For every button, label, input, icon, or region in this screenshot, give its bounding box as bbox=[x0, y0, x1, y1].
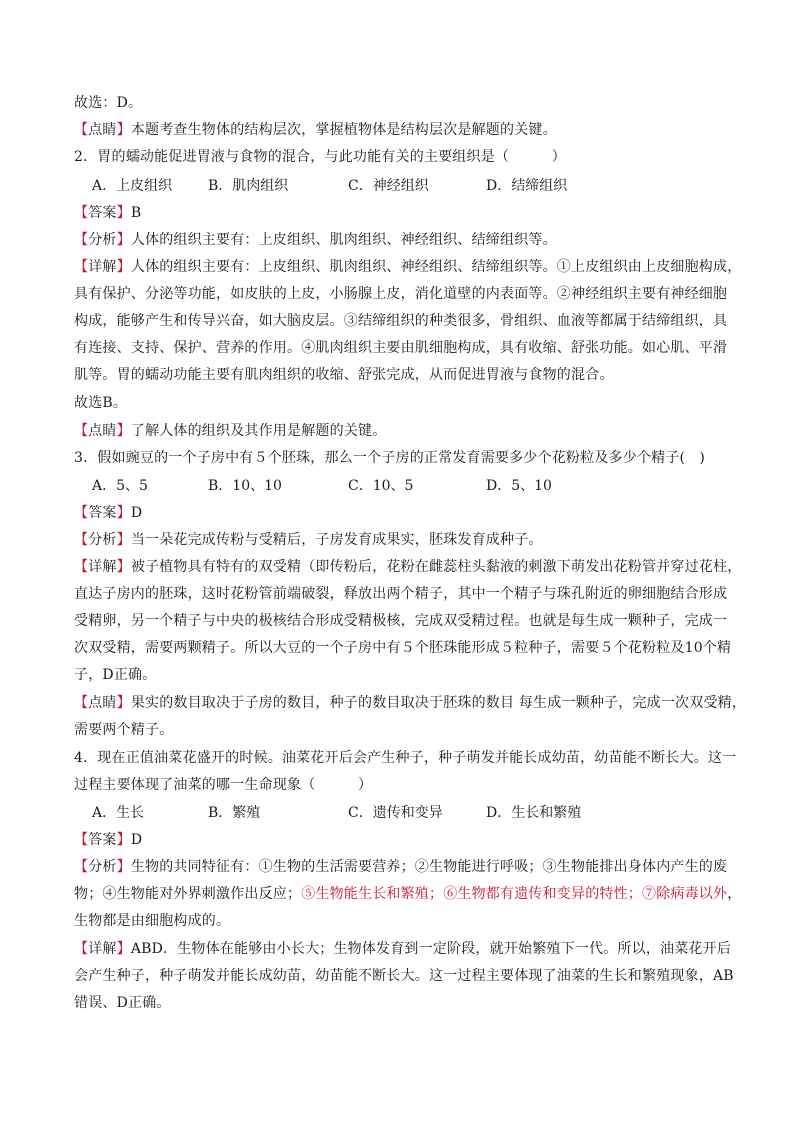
key-point-label: 点睛 bbox=[88, 122, 117, 138]
answer-value: B bbox=[130, 205, 142, 221]
q2-detail-3: 构成，能够产生和传导兴奋，如大脑皮层。③结缔组织的种类很多，骨组织、血液等都属于结缔组织，具 bbox=[74, 313, 728, 329]
q2-key-point bbox=[74, 421, 386, 441]
bracket-left: 【 bbox=[74, 122, 89, 138]
analysis-text-red: ⑤生物能生长和繁殖；⑥生物都有遗传和变异的特性；⑦除病毒以外 bbox=[301, 886, 728, 902]
q3-option-c: C．10、5 bbox=[348, 478, 414, 494]
answer-value: D bbox=[130, 505, 143, 521]
question-3: 3．假如豌豆的一个子房中有５个胚珠，那么一个子房的正常发育需要多少个花粉粒及多少个精子( ) bbox=[74, 450, 706, 466]
bracket-left: 【 bbox=[74, 941, 89, 957]
bracket-right: 】 bbox=[116, 122, 131, 138]
bracket-right: 】 bbox=[116, 532, 131, 548]
bracket-right: 】 bbox=[116, 859, 131, 875]
q3-detail-4: 次双受精，需要两颗精子。所以大豆的一个子房中有５个胚珠能形成５粒种子，需要５个花粉粒及10个精 bbox=[74, 640, 732, 656]
q4-option-b: B．繁殖 bbox=[208, 805, 261, 821]
q4-option-c: C．遗传和变异 bbox=[348, 805, 443, 821]
bracket-right: 】 bbox=[116, 423, 131, 439]
q4-detail-3: 错误、D正确。 bbox=[74, 995, 171, 1011]
analysis-label: 分析 bbox=[88, 532, 117, 548]
q3-detail-5: 子，D正确。 bbox=[74, 667, 157, 683]
q3-key-point-1 bbox=[74, 693, 746, 713]
detail-text: 人体的组织主要有：上皮组织、肌肉组织、神经组织、结缔组织等。①上皮组织由上皮细胞构成， bbox=[130, 259, 742, 275]
q4-option-a: A．生长 bbox=[92, 805, 145, 821]
key-point-text: 果实的数目取决于子房的数目，种子的数目取决于胚珠的数目 每生成一颗种子，完成一次双受精， bbox=[130, 695, 747, 711]
detail-text: 被子植物具有特有的双受精（即传粉后，花粉在雌蕊柱头黏液的刺激下萌发出花粉管并穿过花柱， bbox=[130, 559, 742, 575]
q2-analysis bbox=[74, 230, 557, 250]
q2-detail-1 bbox=[74, 257, 741, 277]
bracket-left: 【 bbox=[74, 259, 89, 275]
q4-analysis-3: 生物都是由细胞构成的。 bbox=[74, 913, 231, 929]
answer-label: 答案 bbox=[88, 205, 117, 221]
q3-detail-2: 直达子房内的胚珠，这时花粉管前端破裂，释放出两个精子，其中一个精子与珠孔附近的卵细胞结合形成 bbox=[74, 586, 728, 602]
q2-choice: 故选B。 bbox=[74, 395, 128, 411]
q4-option-d: D．生长和繁殖 bbox=[486, 805, 582, 821]
q2-answer bbox=[74, 203, 141, 223]
bracket-right: 】 bbox=[116, 559, 131, 575]
analysis-text: 人体的组织主要有：上皮组织、肌肉组织、神经组织、结缔组织等。 bbox=[130, 232, 557, 248]
q2-detail-2: 具有保护、分泌等功能，如皮肤的上皮，小肠腺上皮，消化道壁的内表面等。②神经组织主要有神经细胞 bbox=[74, 286, 728, 302]
question-4-line-1: 4．现在正值油菜花盛开的时候。油菜花开后会产生种子，种子萌发并能长成幼苗，幼苗能不断长大。这一 bbox=[74, 750, 737, 766]
analysis-label: 分析 bbox=[88, 859, 117, 875]
key-point-text: 了解人体的组织及其作用是解题的关键。 bbox=[130, 423, 387, 439]
bracket-left: 【 bbox=[74, 695, 89, 711]
q4-detail-1 bbox=[74, 939, 731, 959]
question-4-line-2: 过程主要体现了油菜的哪一生命现象（ ） bbox=[74, 777, 373, 793]
bracket-left: 【 bbox=[74, 423, 89, 439]
bracket-right: 】 bbox=[116, 205, 131, 221]
q2-detail-4: 有连接、支持、保护、营养的作用。④肌肉组织主要由肌细胞构成，具有收缩、舒张功能。如心肌、平滑 bbox=[74, 340, 728, 356]
analysis-text: 当一朵花完成传粉与受精后，子房发育成果实，胚珠发育成种子。 bbox=[130, 532, 543, 548]
analysis-text: 生物的共同特征有：①生物的生活需要营养；②生物能进行呼吸；③生物能排出身体内产生的废 bbox=[130, 859, 728, 875]
key-point-paragraph bbox=[74, 120, 557, 140]
q4-analysis-2 bbox=[74, 884, 741, 904]
key-point-text: 本题考查生物体的结构层次，掌握植物体是结构层次是解题的关键。 bbox=[130, 122, 557, 138]
choice-statement: 故选：D。 bbox=[74, 95, 143, 111]
answer-value: D bbox=[130, 832, 143, 848]
q3-key-point-2: 需要两个精子。 bbox=[74, 722, 174, 738]
q2-option-c: C．神经组织 bbox=[348, 178, 429, 194]
bracket-right: 】 bbox=[116, 695, 131, 711]
bracket-right: 】 bbox=[116, 505, 131, 521]
q2-option-b: B．肌肉组织 bbox=[208, 178, 289, 194]
q3-answer bbox=[74, 503, 142, 523]
q4-answer bbox=[74, 830, 142, 850]
q3-analysis bbox=[74, 530, 543, 550]
bracket-left: 【 bbox=[74, 559, 89, 575]
key-point-label: 点睛 bbox=[88, 695, 117, 711]
answer-label: 答案 bbox=[88, 832, 117, 848]
bracket-left: 【 bbox=[74, 205, 89, 221]
detail-text: ABD．生物体在能够由小长大；生物体发育到一定阶段，就开始繁殖下一代。所以，油菜花开后 bbox=[130, 941, 732, 957]
q3-detail-1 bbox=[74, 557, 741, 577]
bracket-left: 【 bbox=[74, 832, 89, 848]
q3-option-a: A．5、5 bbox=[92, 478, 148, 494]
bracket-left: 【 bbox=[74, 505, 89, 521]
question-2: 2．胃的蠕动能促进胃液与食物的混合，与此功能有关的主要组织是（ ） bbox=[74, 149, 566, 165]
bracket-right: 】 bbox=[116, 832, 131, 848]
bracket-left: 【 bbox=[74, 859, 89, 875]
q4-analysis-1 bbox=[74, 857, 727, 877]
detail-label: 详解 bbox=[88, 941, 117, 957]
bracket-right: 】 bbox=[116, 941, 131, 957]
detail-label: 详解 bbox=[88, 259, 117, 275]
bracket-left: 【 bbox=[74, 532, 89, 548]
q3-option-d: D．5、10 bbox=[486, 478, 552, 494]
q4-detail-2: 会产生种子，种子萌发并能长成幼苗，幼苗能不断长大。这一过程主要体现了油菜的生长和繁殖现象，AB bbox=[74, 968, 734, 984]
q3-option-b: B．10、10 bbox=[208, 478, 282, 494]
bracket-left: 【 bbox=[74, 232, 89, 248]
q2-option-d: D．结缔组织 bbox=[486, 178, 568, 194]
answer-label: 答案 bbox=[88, 505, 117, 521]
analysis-text-black: 物；④生物能对外界刺激作出反应； bbox=[74, 886, 302, 902]
bracket-right: 】 bbox=[116, 232, 131, 248]
bracket-right: 】 bbox=[116, 259, 131, 275]
analysis-comma: ， bbox=[727, 886, 742, 902]
q2-detail-5: 肌等。胃的蠕动功能主要有肌肉组织的收缩、舒张完成，从而促进胃液与食物的混合。 bbox=[74, 367, 614, 383]
q2-option-a: A．上皮组织 bbox=[92, 178, 173, 194]
analysis-label: 分析 bbox=[88, 232, 117, 248]
detail-label: 详解 bbox=[88, 559, 117, 575]
q3-detail-3: 受精卵，另一个精子与中央的极核结合形成受精极核，完成双受精过程。也就是每生成一颗种子，完成一 bbox=[74, 613, 728, 629]
key-point-label: 点睛 bbox=[88, 423, 117, 439]
